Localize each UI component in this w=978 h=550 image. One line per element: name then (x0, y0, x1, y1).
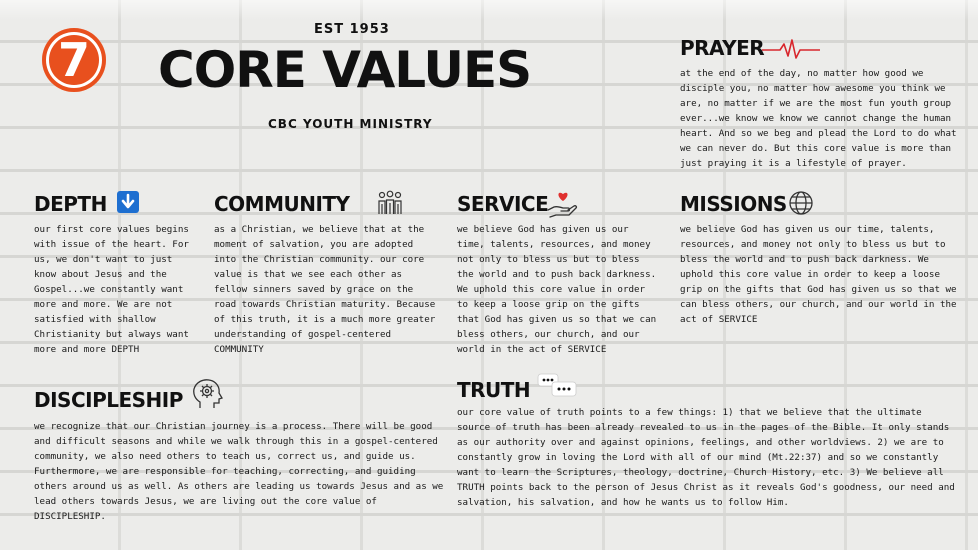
down-arrow-icon (117, 191, 139, 213)
service-text: we believe God has given us our time, talents, resources, and money not only to bless us but to bless the world and to push back darkness. We uphold this core value in order to keep a loose grip on the gifts that God has given us so that we can bless others, our church, and our world in the act of SERVICE (457, 224, 657, 355)
heart-hand-icon (546, 188, 578, 218)
discipleship-text: we recognize that our Christian journey is a process. There will be good and difficult seasons and while we walk through this in a gospel-centered community, we also need others to teach us, correct us, and guide us. Furthermore, we are responsible for teaching, correcting, and guiding others around us as well. As others are leading us towards Jesus and as we lead others towards Jesus, we are living out the core value of DISCIPLESHIP. (34, 421, 444, 522)
heartbeat-icon (762, 38, 820, 60)
depth-heading: DEPTH (34, 192, 107, 216)
globe-icon (788, 190, 814, 216)
people-group-icon (376, 190, 404, 216)
number-badge (42, 28, 106, 92)
truth-text: our core value of truth points to a few things: 1) that we believe that the ultimate source of truth has been already revealed to us in the pages of the Bible. It only stands as our authority over and against opinions, feelings, and other worldviews. 2) we are to constantly grow in loving the Lord with all of our mind (Mt.22:37) and so we constantly want to learn the Scriptures, theology, doctrine, Church History, etc. 3) We believe all TRUTH points back to the person of Jesus Christ as it reveals God's goodness, our need and salvation, his salvation, and how he wants us to follow Him. (457, 407, 955, 508)
truth-heading: TRUTH (457, 378, 531, 402)
missions-text: we believe God has given us our time, talents, resources, and money not only to bless us but to bless the world and to push back darkness. We uphold this core value in order to keep a loose grip on the gifts that God has given us so that we can bless others, our church, and our world in the act of SERVICE (680, 224, 957, 325)
discipleship-heading: DISCIPLESHIP (34, 388, 183, 412)
chat-bubbles-icon (536, 372, 578, 398)
head-gear-icon (190, 378, 224, 410)
established-label: EST 1953 (314, 22, 390, 37)
community-heading: COMMUNITY (214, 192, 350, 216)
prayer-text: at the end of the day, no matter how good we disciple you, no matter how awesome you think we are, no matter if we are the most fun youth group ever...we know we know we cannot change the human heart. And so we beg and plead the Lord to do what we can never do. But this core value is more than just praying it is a lifestyle of prayer. (680, 68, 957, 169)
badge-number: 7 (57, 33, 90, 87)
depth-text: our first core values begins with issue of the heart. For us, we don't want to just know about Jesus and the Gospel...we constantly want more and more. We are not satisfied with shallow Christianity but always want more and more DEPTH (34, 224, 189, 355)
community-text: as a Christian, we believe that at the moment of salvation, you are adopted into the Christian community. our core value is that we see each other as fellow sinners saved by grace on the road towards Christian maturity. Because of this truth, it is a much more greater understanding of gospel-centered COMMUNITY (214, 224, 436, 355)
prayer-heading: PRAYER (680, 36, 765, 60)
page-title: CORE VALUES (158, 41, 532, 99)
missions-heading: MISSIONS (680, 192, 787, 216)
ministry-label: CBC YOUTH MINISTRY (268, 117, 433, 131)
service-heading: SERVICE (457, 192, 549, 216)
